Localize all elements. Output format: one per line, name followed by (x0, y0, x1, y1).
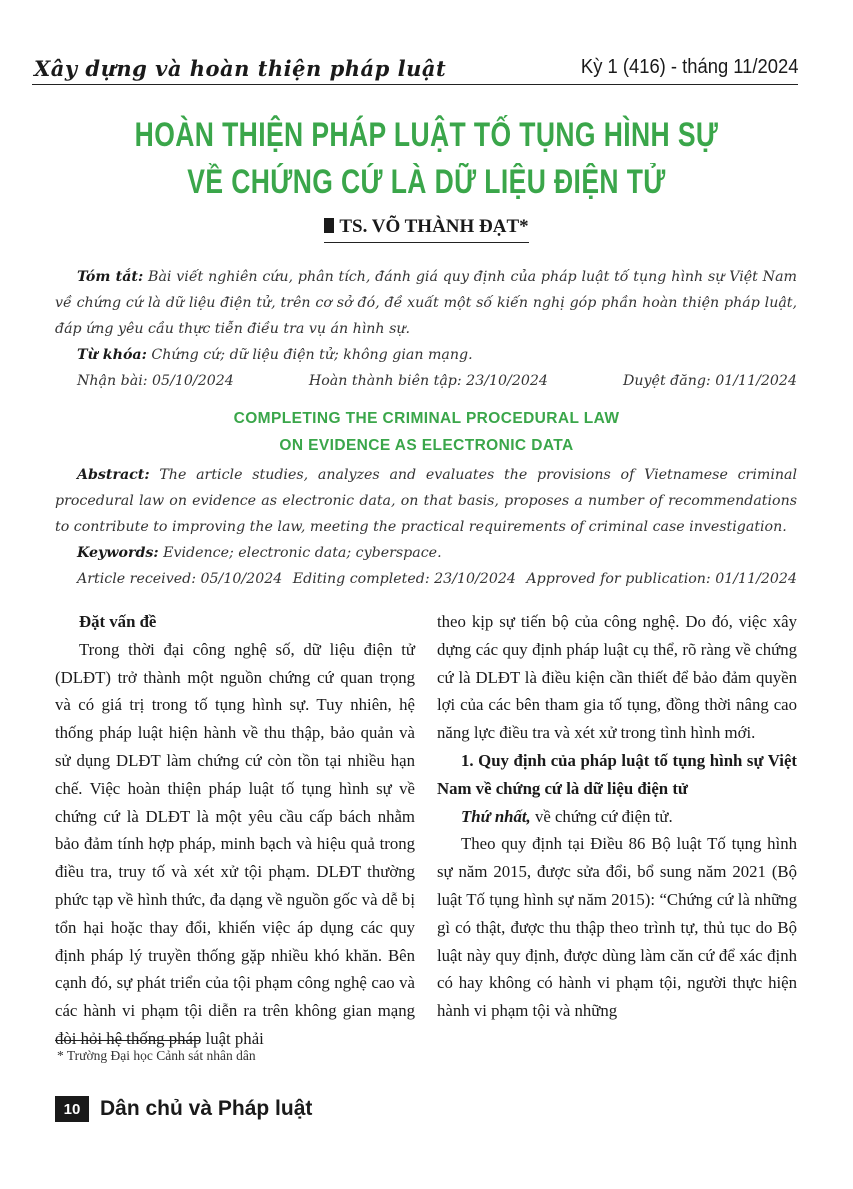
intro-paragraph: Trong thời đại công nghệ số, dữ liệu điện tử (DLĐT) trở thành một nguồn chứng cứ quan trọng và có giá trị trong tố tụng hình sự. Tuy nhiên, hệ thống pháp luật hiện hành về thu thập, bảo quản và sử dụng DLĐT làm chứng cứ còn tồn tại nhiều hạn chế. Việc hoàn thiện pháp luật tố tụng hình sự về chứng cứ là DLĐT là một yêu cầu cấp bách nhằm bảo đảm tính hợp pháp, minh bạch và hiệu quả trong điều tra, truy tố và xét xử tội phạm. DLĐT thường phức tạp về hình thức, đa dạng về nguồn gốc và dễ bị tổn hại hoặc thay đổi, khiến việc áp dụng các quy định pháp lý truyền thống gặp nhiều khó khăn. Bên cạnh đó, sự phát triển của tội phạm công nghệ cao và các hành vi phạm tội diễn ra trên không gian mạng đòi hỏi hệ thống pháp luật phải (55, 639, 415, 1048)
page-footer (55, 1094, 312, 1124)
received-en-date: Article received: 05/10/2024 (77, 571, 283, 587)
dates-row (55, 368, 797, 394)
body-column-right (437, 608, 797, 1025)
section-name: Xây dựng và hoàn thiện pháp luật (34, 56, 447, 81)
english-title-line-1: COMPLETING THE CRIMINAL PROCEDURAL LAW (233, 410, 620, 427)
magazine-name: Dân chủ và Pháp luật (100, 1097, 313, 1120)
summary-label: Tóm tắt: (77, 269, 144, 285)
footnote-divider (55, 1040, 200, 1041)
first-point-text: về chứng cứ điện tử. (530, 806, 673, 826)
edited-date: Hoàn thành biên tập: 23/10/2024 (308, 373, 548, 389)
first-point-paragraph (437, 803, 797, 831)
english-title (0, 405, 853, 459)
abstract-paragraph (55, 462, 797, 540)
approved-en-date: Approved for publication: 01/11/2024 (526, 571, 797, 587)
keywords-en-label: Keywords: (77, 545, 159, 561)
abstract-vietnamese (55, 264, 797, 394)
title-line-1: HOÀN THIỆN PHÁP LUẬT TỐ TỤNG HÌNH SỰ (134, 116, 719, 154)
footnote: * Trường Đại học Cảnh sát nhân dân (57, 1048, 256, 1063)
section-1-heading: 1. Quy định của pháp luật tố tụng hình sự Việt Nam về chứng cứ là dữ liệu điện tử (437, 750, 797, 798)
dates-en-row (55, 566, 797, 592)
page-number: 10 (55, 1096, 89, 1122)
keywords-en-paragraph (55, 540, 797, 566)
abstract-text: The article studies, analyzes and evaluates the provisions of Vietnamese criminal procedural law on evidence as electronic data, on that basis, proposes a number of recommendations to contribute to improving the law, meeting the practical requirements of criminal case investigation. (55, 467, 797, 535)
issue-info: Kỳ 1 (416) - tháng 11/2024 (580, 56, 798, 78)
running-header (32, 52, 798, 85)
article-title (0, 112, 853, 206)
received-date: Nhận bài: 05/10/2024 (77, 373, 234, 389)
keywords-en-text: Evidence; electronic data; cyberspace. (158, 545, 442, 561)
approved-date: Duyệt đăng: 01/11/2024 (623, 373, 797, 389)
edited-en-date: Editing completed: 23/10/2024 (292, 571, 516, 587)
title-line-2: VỀ CHỨNG CỨ LÀ DỮ LIỆU ĐIỆN TỬ (187, 163, 666, 201)
first-point-label: Thứ nhất, (461, 806, 531, 826)
article-86-paragraph: Theo quy định tại Điều 86 Bộ luật Tố tụng hình sự năm 2015, được sửa đổi, bổ sung năm 2021 (Bộ luật Tố tụng hình sự năm 2015): “Chứng cứ là những gì có thật, được thu thập theo trình tự, thủ tục do Bộ luật này quy định, được dùng làm căn cứ để xác định có hay không có hành vi phạm tội, người thực hiện hành vi phạm tội và những (437, 834, 797, 1021)
author-block (0, 216, 853, 243)
square-bullet-icon (324, 218, 334, 233)
keywords-paragraph (55, 342, 797, 368)
author-name: TS. VÕ THÀNH ĐẠT* (339, 216, 529, 237)
summary-text: Bài viết nghiên cứu, phân tích, đánh giá quy định của pháp luật tố tụng hình sự Việt Nam về chứng cứ là dữ liệu điện tử, trên cơ sở đó, đề xuất một số kiến nghị góp phần hoàn thiện pháp luật, đáp ứng yêu cầu thực tiễn điều tra vụ án hình sự. (55, 269, 797, 337)
keywords-label: Từ khóa: (77, 347, 147, 363)
intro-heading: Đặt vấn đề (79, 612, 157, 631)
keywords-text: Chứng cứ; dữ liệu điện tử; không gian mạng. (146, 347, 473, 363)
english-title-line-2: ON EVIDENCE AS ELECTRONIC DATA (279, 437, 574, 454)
intro-paragraph-continued: theo kịp sự tiến bộ của công nghệ. Do đó, việc xây dựng các quy định pháp luật cụ thể, rõ ràng về chứng cứ là DLĐT là điều kiện cần thiết để bảo đảm quyền lợi của các bên tham gia tố tụng, đồng thời nâng cao năng lực điều tra và xét xử trong tình hình mới. (437, 612, 797, 743)
body-column-left (55, 608, 415, 1053)
abstract-english (55, 462, 797, 592)
abstract-label: Abstract: (77, 467, 150, 483)
summary-paragraph (55, 264, 797, 342)
